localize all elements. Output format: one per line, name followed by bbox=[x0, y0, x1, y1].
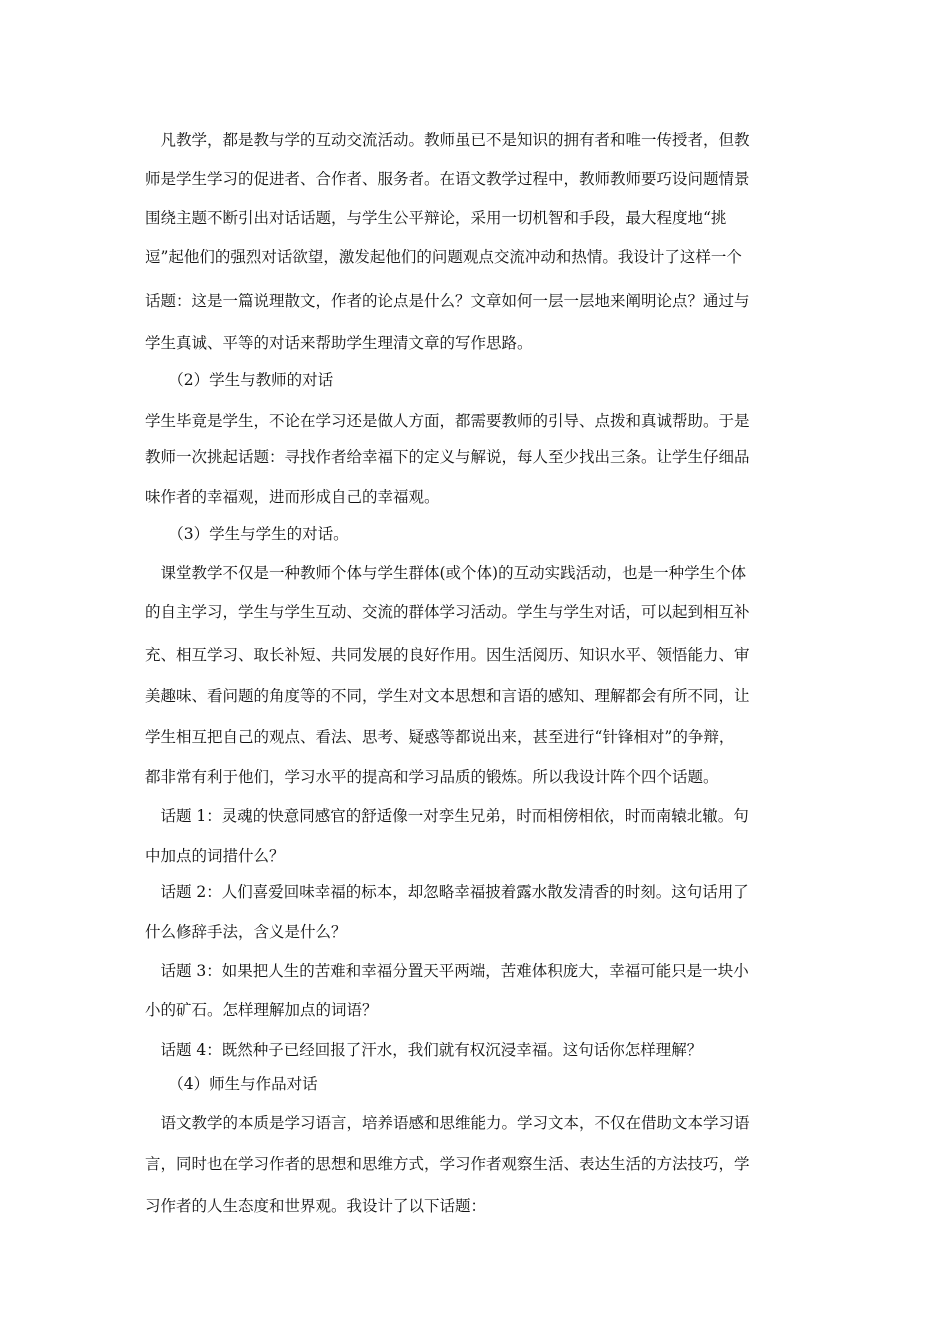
section-heading: （2）学生与教师的对话 bbox=[145, 371, 334, 389]
topic-line: 话题 2：人们喜爱回味幸福的标本，却忽略幸福披着露水散发清香的时刻。这句话用了 bbox=[145, 883, 749, 901]
text-line: 充、相互学习、取长补短、共同发展的良好作用。因生活阅历、知识水平、领悟能力、审 bbox=[145, 646, 750, 664]
text-line: 围绕主题不断引出对话话题，与学生公平辩论，采用一切机智和手段，最大程度地“挑 bbox=[145, 209, 727, 227]
text-line: 语文教学的本质是学习语言，培养语感和思维能力。学习文本，不仅在借助文本学习语 bbox=[145, 1114, 750, 1132]
text-line: 学生真诚、平等的对话来帮助学生理清文章的写作思路。 bbox=[145, 334, 533, 352]
text-line: 学生相互把自己的观点、看法、思考、疑惑等都说出来，甚至进行“针锋相对”的争辩， bbox=[145, 728, 735, 746]
text-line: 中加点的词措什么？ bbox=[145, 847, 285, 865]
text-line: 的自主学习，学生与学生互动、交流的群体学习活动。学生与学生对话，可以起到相互补 bbox=[145, 603, 750, 621]
text-line: 味作者的幸福观，进而形成自己的幸福观。 bbox=[145, 488, 440, 506]
text-line: 什么修辞手法，含义是什么？ bbox=[145, 923, 347, 941]
section-heading: （3）学生与学生的对话。 bbox=[145, 525, 349, 543]
topic-line: 话题 1：灵魂的快意同感官的舒适像一对孪生兄弟，时而相傍相依，时而南辕北辙。句 bbox=[145, 807, 749, 825]
text-line: 凡教学，都是教与学的互动交流活动。教师虽已不是知识的拥有者和唯一传授者，但教 bbox=[145, 131, 750, 149]
text-line: 师是学生学习的促进者、合作者、服务者。在语文教学过程中，教师教师要巧设问题情景 bbox=[145, 170, 750, 188]
topic-line: 话题 4：既然种子已经回报了汗水，我们就有权沉浸幸福。这句话你怎样理解？ bbox=[145, 1041, 703, 1059]
text-line: 课堂教学不仅是一种教师个体与学生群体(或个体)的互动实践活动，也是一种学生个体 bbox=[145, 564, 747, 582]
section-heading: （4）师生与作品对话 bbox=[145, 1075, 318, 1093]
text-line: 都非常有利于他们，学习水平的提高和学习品质的锻炼。所以我设计阵个四个话题。 bbox=[145, 768, 719, 786]
text-line: 言，同时也在学习作者的思想和思维方式，学习作者观察生活、表达生活的方法技巧，学 bbox=[145, 1155, 750, 1173]
text-line: 教师一次挑起话题：寻找作者给幸福下的定义与解说，每人至少找出三条。让学生仔细品 bbox=[145, 448, 750, 466]
text-line: 话题：这是一篇说理散文，作者的论点是什么？文章如何一层一层地来阐明论点？通过与 bbox=[145, 292, 750, 310]
text-line: 小的矿石。怎样理解加点的词语？ bbox=[145, 1001, 378, 1019]
text-line: 美趣味、看问题的角度等的不同，学生对文本思想和言语的感知、理解都会有所不同，让 bbox=[145, 687, 750, 705]
text-line: 逗”起他们的强烈对话欲望，激发起他们的问题观点交流冲动和热情。我设计了这样一个 bbox=[145, 248, 742, 266]
text-line: 习作者的人生态度和世界观。我设计了以下话题： bbox=[145, 1197, 487, 1215]
text-line: 学生毕竟是学生，不论在学习还是做人方面，都需要教师的引导、点拨和真诚帮助。于是 bbox=[145, 412, 750, 430]
topic-line: 话题 3：如果把人生的苦难和幸福分置天平两端，苦难体积庞大，幸福可能只是一块小 bbox=[145, 962, 749, 980]
